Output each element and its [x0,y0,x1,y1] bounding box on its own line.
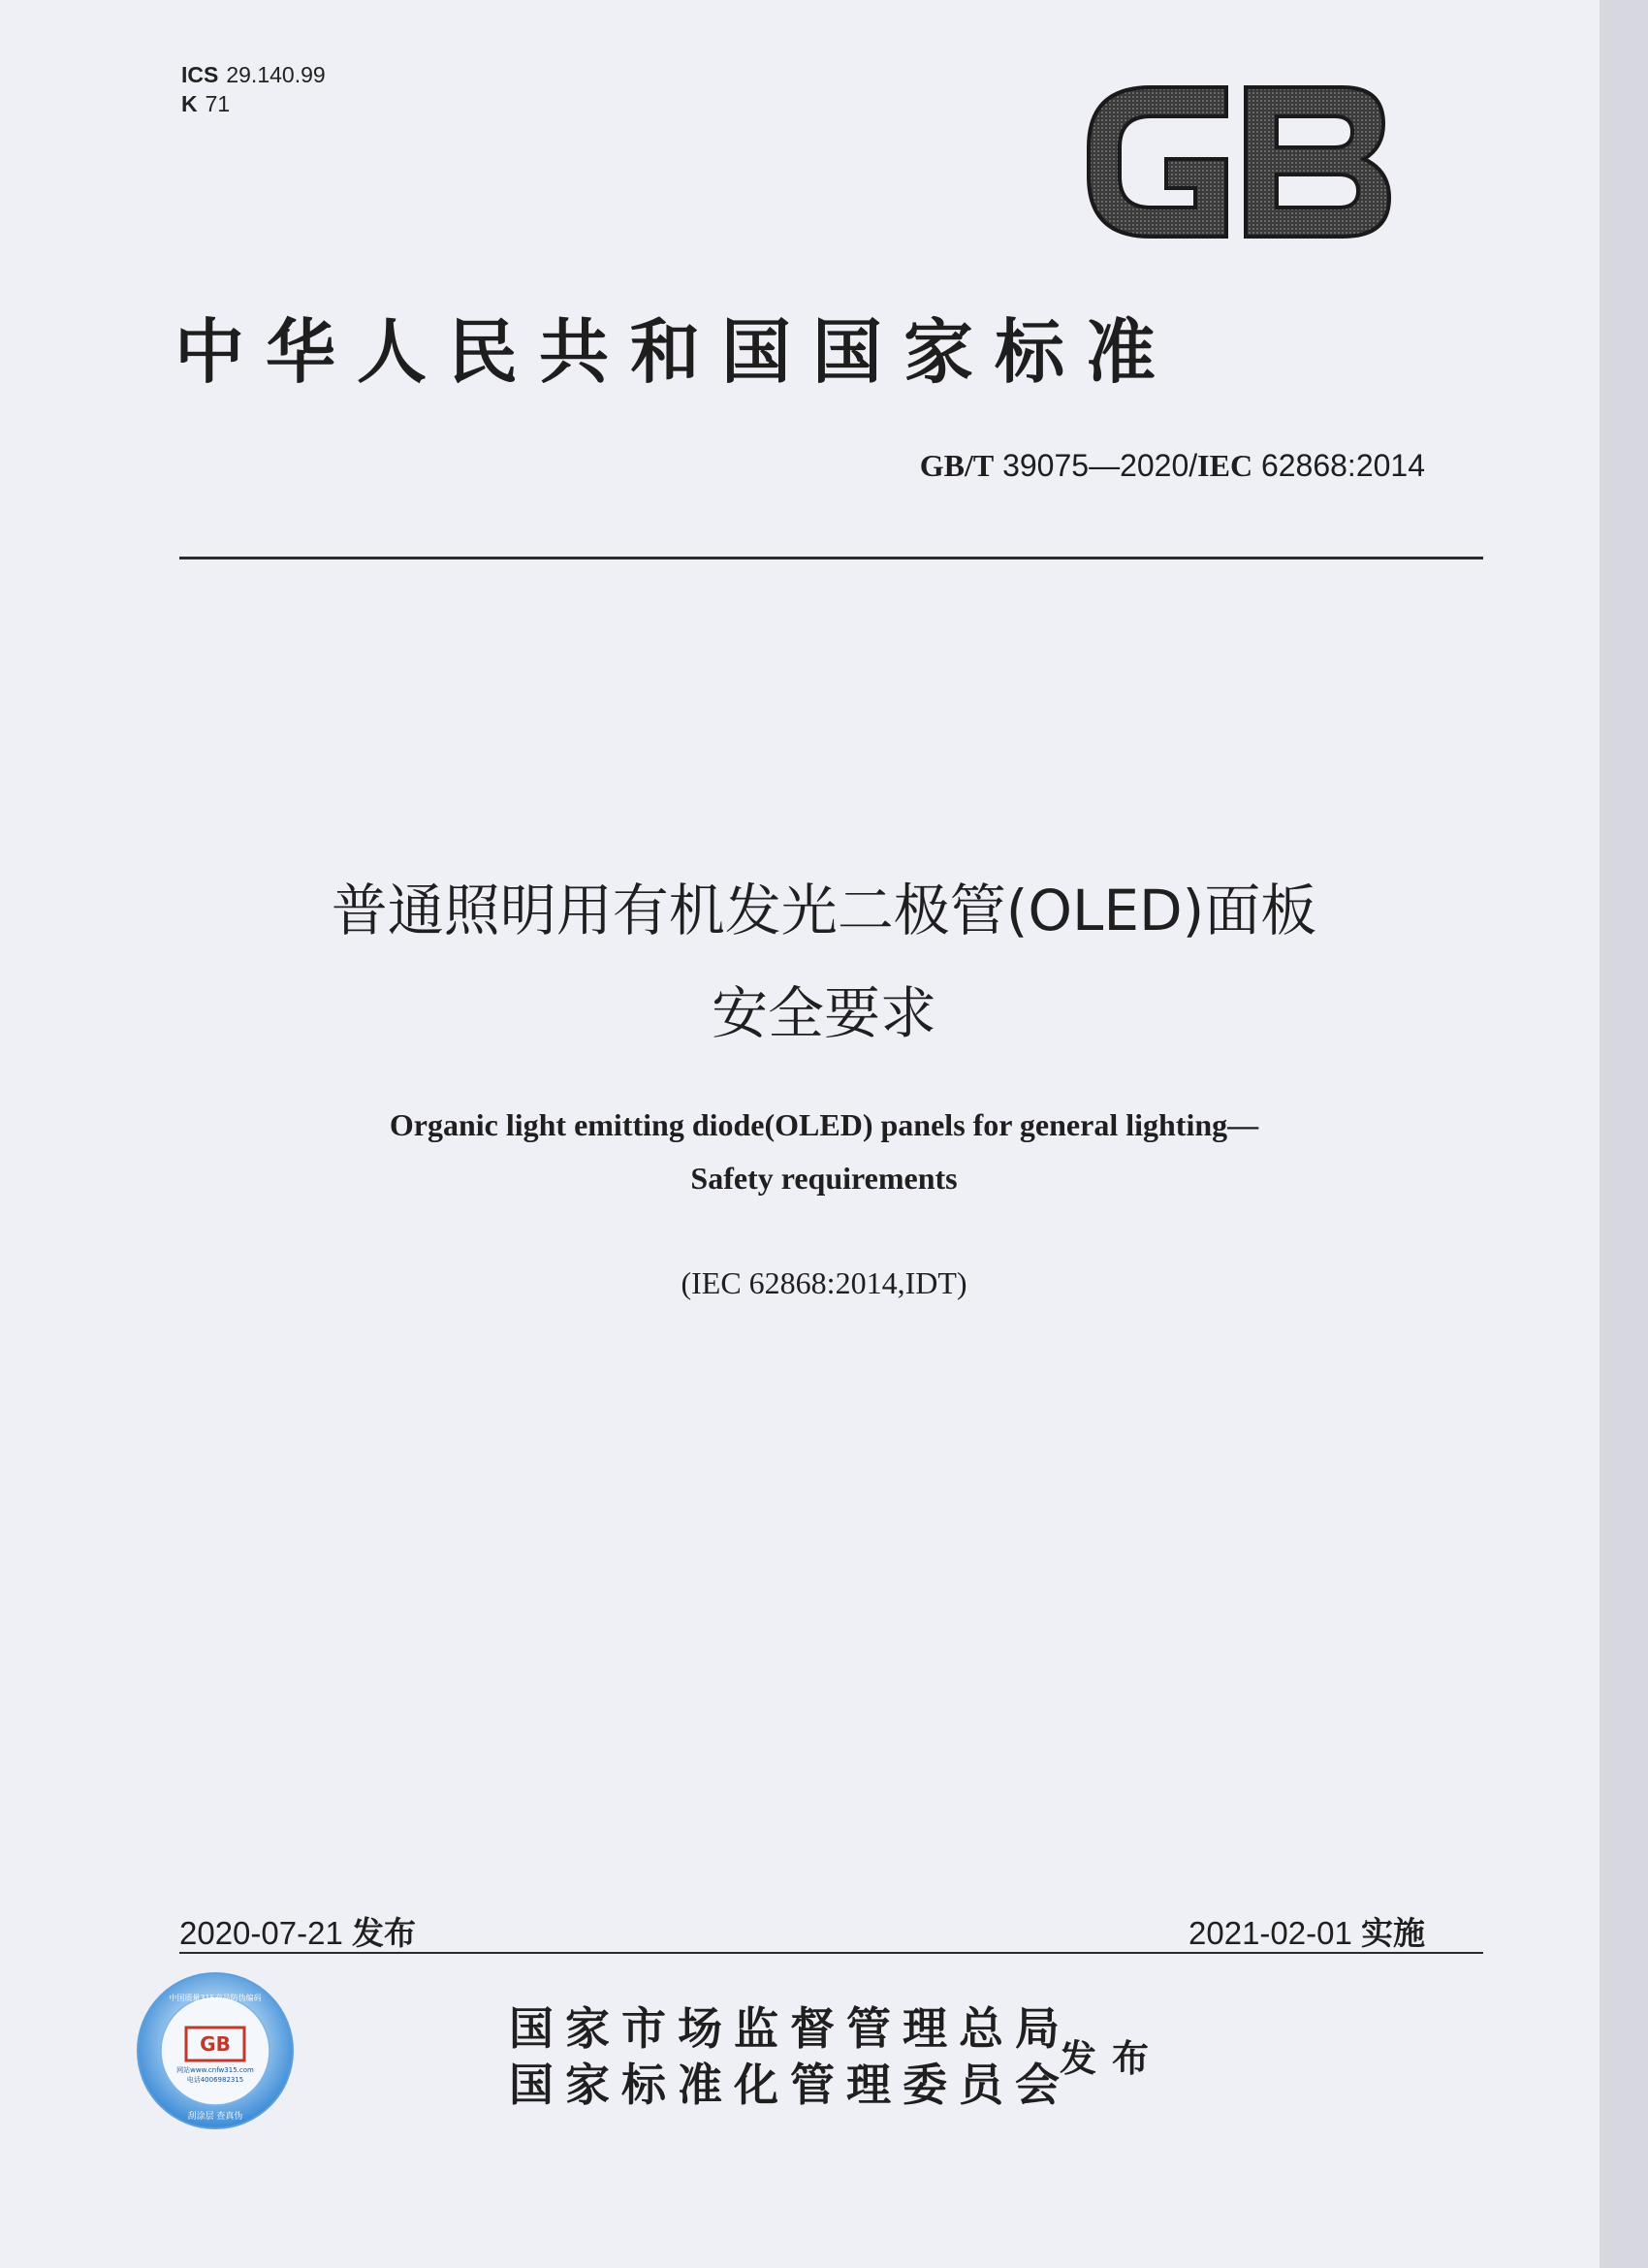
seal-site-text: 网站www.cnfw315.com [176,2066,254,2074]
implement-date-block [1188,1908,1425,1954]
logo-letter-b [1246,87,1389,237]
ics-label: ICS [181,62,219,87]
publish-date-block [179,1908,416,1954]
publish-word: 发布 [351,1914,416,1952]
standard-prefix: GB/T [919,448,995,483]
issuing-authorities [509,2000,1071,2113]
issuer-line2: 国家标准化管理委员会 [509,2059,1071,2111]
iec-prefix: IEC [1197,448,1253,483]
title-cn-line1: 普通照明用有机发光二极管(OLED)面板 [331,878,1317,943]
footer-divider [179,1952,1483,1954]
seal-bottom-text: 刮涂层 查真伪 [187,2112,243,2122]
title-en-line1: Organic light emitting diode(OLED) panels for general lighting— [389,1107,1259,1142]
scan-edge [1600,0,1648,2268]
class-code-line [181,89,326,118]
iec-code: 62868:2014 [1260,448,1425,483]
class-label: K [181,91,198,116]
anti-counterfeit-seal [136,1971,296,2131]
implement-word: 实施 [1361,1914,1425,1952]
title-cn-line2: 安全要求 [711,980,936,1046]
header-divider [179,557,1483,559]
standard-number [920,448,1425,484]
standard-code: 39075—2020/ [1002,448,1198,483]
seal-top-text: 中国质量315产品防伪编码 [169,1994,262,2002]
national-standard-title: 中华人民共和国国家标准 [174,310,1178,393]
class-code: 71 [205,91,231,116]
publish-date: 2020-07-21 [179,1915,343,1951]
issuer-line1: 国家市场监督管理总局 [509,2002,1071,2055]
ics-code: 29.140.99 [226,62,326,87]
classification-codes [181,60,326,118]
logo-letter-g [1089,87,1226,237]
gb-logo [1081,80,1396,244]
issue-word: 发布 [1060,2036,1165,2080]
implement-date: 2021-02-01 [1188,1915,1352,1951]
title-en-line2: Safety requirements [690,1161,958,1196]
seal-phone-text: 电话4006982315 [186,2076,244,2084]
ics-code-line [181,60,326,89]
equivalence-statement: (IEC 62868:2014,IDT) [681,1265,967,1300]
svg-text:GB: GB [200,2032,231,2056]
